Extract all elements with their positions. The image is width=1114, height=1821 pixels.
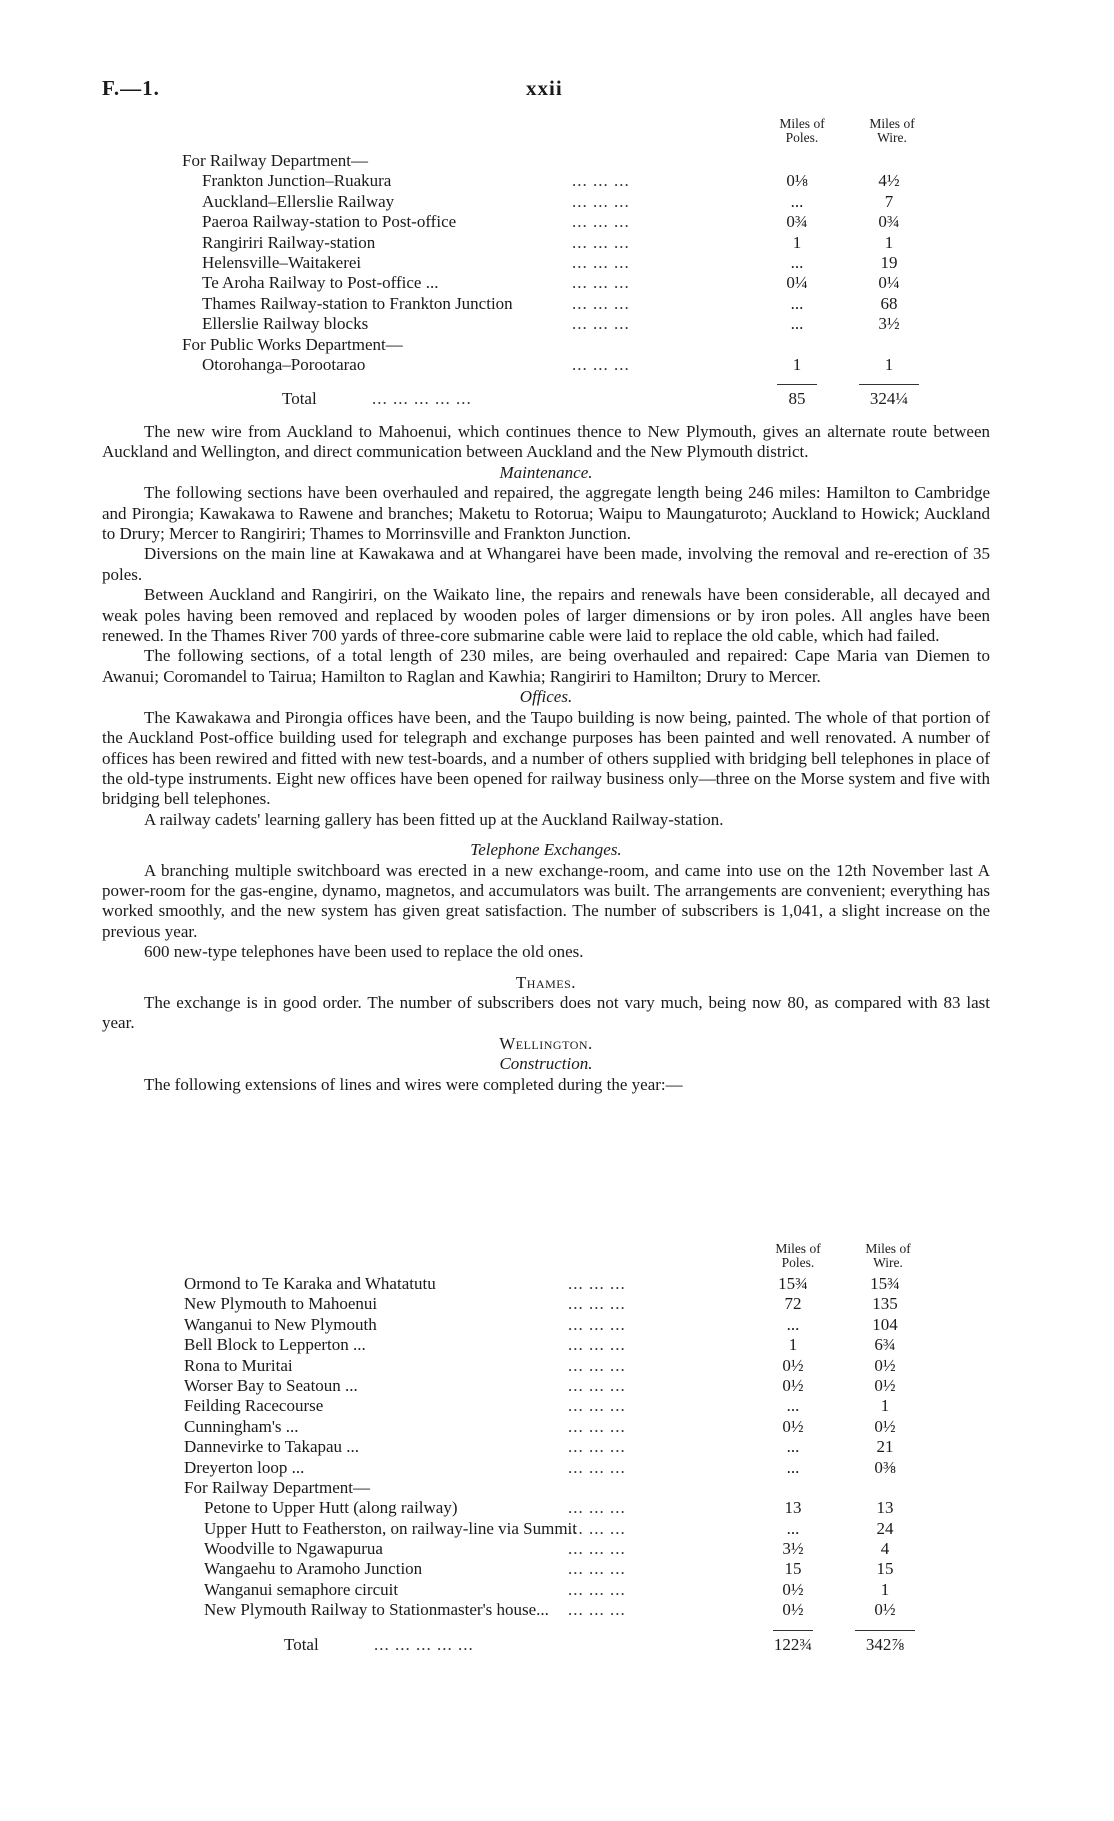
table-row (184, 1417, 994, 1437)
leader-dots: ... ... ... (568, 1314, 626, 1334)
maintenance-paragraph-1: The following sections have been overhauled and repaired, the aggregate length being 246 miles: Hamilton to Cambridge and Pirongia; Kawakawa to Rawene and branches; Maketu to Rotorua; Waipu to Maungaturoto; Auckland to Howick; Auckland to Drury; Mercer to Rangiriri; Thames to Morrinsville and Frankton Junction. (102, 483, 990, 544)
table-column-headers (184, 1242, 994, 1274)
col-wire-line1: Miles of (865, 1241, 911, 1256)
poles-total-rule (773, 1630, 813, 1631)
table-row (184, 1356, 994, 1376)
leader-dots: ... ... ... (572, 232, 630, 252)
maintenance-paragraph-3: Between Auckland and Rangiriri, on the Waikato line, the repairs and renewals have been considerable, all decayed and weak poles having been removed and replaced by wooden poles of larger dimensions or by iron poles. All angles have been renewed. In the Thames River 700 yards of three-core submarine cable were laid to replace the old cable, which had failed. (102, 585, 990, 646)
table-row (182, 294, 992, 314)
wire-value: 1 (880, 1396, 890, 1416)
poles-value: 15¾ (778, 1274, 808, 1293)
telephone-paragraph-2: 600 new-type telephones have been used to replace the old ones. (144, 942, 584, 962)
poles-value: 0¾ (786, 212, 808, 232)
offices-paragraph-1: The Kawakawa and Pirongia offices have been, and the Taupo building is now being, painted. The whole of that portion of the Auckland Post-office building used for telegraph and exchange purposes has been painted and well renovated. A number of offices has been rewired and fitted with new test-boards, and a number of others supplied with bridging bell telephones in place of the old-type instruments. Eight new offices have been opened for railway business only—three on the Morse system and five with bridging bell telephones. (102, 707, 990, 809)
poles-total: 122¾ (773, 1634, 813, 1654)
wire-value: 0¼ (878, 273, 900, 293)
poles-value: ... (790, 314, 804, 334)
maintenance-paragraph-2: Diversions on the main line at Kawakawa and at Whangarei have been made, involving the removal and re-erection of 35 poles. (102, 544, 990, 584)
row-label: Frankton Junction–Ruakura (202, 171, 392, 191)
col-poles-line1: Miles of (779, 116, 825, 131)
wire-value: 0½ (874, 1600, 896, 1620)
wire-value: 0½ (874, 1355, 896, 1375)
wire-value: 0½ (874, 1416, 896, 1436)
total-rule-row (182, 375, 992, 389)
leader-dots: ... ... ... ... ... (374, 1634, 474, 1654)
table-row (184, 1376, 994, 1396)
leader-dots: ... ... ... ... ... (372, 389, 472, 409)
row-label: Paeroa Railway-station to Post-office (202, 212, 457, 232)
table-row (182, 171, 992, 191)
total-label: Total (282, 389, 317, 409)
row-label: Bell Block to Lepperton ... (184, 1335, 366, 1355)
wire-value: 4 (880, 1539, 890, 1559)
leader-dots: ... ... ... (572, 252, 630, 272)
poles-value: 3½ (782, 1539, 804, 1559)
poles-value: 0⅛ (786, 171, 808, 191)
poles-value: ... (786, 1396, 800, 1416)
wire-value: 3½ (878, 314, 900, 334)
poles-value: 0½ (782, 1579, 804, 1599)
table-row (182, 233, 992, 253)
wire-value: 104 (872, 1314, 898, 1334)
row-label: Woodville to Ngawapurua (204, 1539, 383, 1559)
wire-value: 135 (872, 1294, 898, 1314)
report-body (102, 422, 990, 1095)
row-label: New Plymouth Railway to Stationmaster's house... (204, 1600, 549, 1620)
col-wire-line2: Wire. (873, 1255, 903, 1270)
poles-value: ... (786, 1437, 800, 1457)
thames-heading: Thames. (515, 972, 577, 992)
row-label: Wanganui to New Plymouth (184, 1314, 377, 1334)
poles-value: 13 (784, 1498, 802, 1518)
table-row (184, 1294, 994, 1314)
leader-dots: ... ... ... (568, 1416, 626, 1436)
wellington-paragraph: The following extensions of lines and wires were completed during the year:— (144, 1074, 683, 1094)
poles-value: 1 (788, 1335, 798, 1355)
wire-value: 13 (876, 1498, 894, 1518)
row-label: Dannevirke to Takapau ... (184, 1437, 360, 1457)
leader-dots: ... ... ... (572, 354, 630, 374)
wire-value: 15¾ (870, 1274, 900, 1293)
wire-value: 4½ (878, 171, 900, 191)
leader-dots: ... ... ... (572, 171, 630, 191)
wire-total: 324¼ (869, 389, 909, 409)
table-rows (182, 151, 992, 410)
poles-value: 0½ (782, 1375, 804, 1395)
leader-dots: ... ... ... (568, 1498, 626, 1518)
row-label: Wanganui semaphore circuit (204, 1579, 399, 1599)
row-label: Dreyerton loop ... (184, 1457, 305, 1477)
leader-dots: ... ... ... (568, 1539, 626, 1559)
maintenance-heading: Maintenance. (499, 462, 593, 482)
row-label: Auckland–Ellerslie Railway (202, 191, 395, 211)
row-label: Ormond to Te Karaka and Whatatutu (184, 1274, 436, 1293)
wire-total-rule (855, 1630, 915, 1631)
poles-total-rule (777, 384, 817, 385)
table-row (184, 1315, 994, 1335)
row-label: Thames Railway-station to Frankton Junction (202, 293, 513, 313)
maintenance-paragraph-4: The following sections, of a total length of 230 miles, are being overhauled and repaired: Cape Maria van Diemen to Awanui; Coromandel to Tairua; Hamilton to Raglan and Kawhia; Rangiriri to Hamilton; Drury to Mercer. (102, 646, 990, 686)
table-row (182, 335, 992, 355)
poles-value: ... (790, 191, 804, 211)
leader-dots: ... ... ... (572, 293, 630, 313)
leader-dots: ... ... ... (568, 1294, 626, 1314)
wire-value: 1 (884, 354, 894, 374)
poles-value: ... (790, 252, 804, 272)
poles-value: 1 (792, 354, 802, 374)
row-label: Otorohanga–Porootarao (202, 354, 366, 374)
offices-heading: Offices. (519, 687, 573, 707)
row-label: Upper Hutt to Featherston, on railway-line via Summit (204, 1518, 577, 1538)
auckland-extensions-table (182, 117, 992, 410)
col-poles-line2: Poles. (781, 1255, 815, 1270)
row-label: Helensville–Waitakerei (202, 252, 362, 272)
telephone-paragraph-1: A branching multiple switchboard was erected in a new exchange-room, and came into use on the 12th November last A power-room for the gas-engine, dynamo, magnetos, and accumulators was built. The arrangements are convenient; everything has worked smoothly, and the new system has given great satisfaction. The number of subscribers is 1,041, a slight increase on the previous year. (102, 860, 990, 941)
wire-value: 0½ (874, 1375, 896, 1395)
leader-dots: ... ... ... (568, 1559, 626, 1579)
table-row (184, 1519, 994, 1539)
leader-dots: ... ... ... (568, 1375, 626, 1395)
poles-value: ... (786, 1518, 800, 1538)
wire-value: 68 (880, 293, 898, 313)
wire-value: 0¾ (878, 212, 900, 232)
leader-dots: ... ... ... (568, 1355, 626, 1375)
table-row (182, 273, 992, 293)
leader-dots: ... ... ... (568, 1518, 626, 1538)
total-label: Total (284, 1634, 319, 1654)
leader-dots: ... ... ... (568, 1457, 626, 1477)
wire-total-rule (859, 384, 919, 385)
table-row (182, 355, 992, 375)
page-number: xxii (526, 76, 563, 100)
wellington-heading: Wellington. (499, 1033, 593, 1053)
row-label: Rona to Muritai (184, 1355, 293, 1375)
poles-value: 0½ (782, 1355, 804, 1375)
table-row (184, 1580, 994, 1600)
leader-dots: ... ... ... (572, 273, 630, 293)
wellington-extensions-table (184, 1242, 994, 1655)
wire-value: 7 (884, 191, 894, 211)
poles-value: 0½ (782, 1600, 804, 1620)
col-wire-line2: Wire. (877, 130, 907, 145)
table-rows (184, 1274, 994, 1655)
row-label: Rangiriri Railway-station (202, 232, 376, 252)
row-label: Wangaehu to Aramoho Junction (204, 1559, 423, 1579)
wire-value: 6¾ (874, 1335, 896, 1355)
table-row (184, 1335, 994, 1355)
table-row (182, 151, 992, 171)
row-label: Feilding Racecourse (184, 1396, 324, 1416)
wire-value: 15 (876, 1559, 894, 1579)
row-label: Cunningham's ... (184, 1416, 299, 1436)
col-poles-line1: Miles of (775, 1241, 821, 1256)
col-poles-line2: Poles. (785, 130, 819, 145)
table-row (184, 1437, 994, 1457)
leader-dots: ... ... ... (572, 212, 630, 232)
table-row (184, 1396, 994, 1416)
leader-dots: ... ... ... (568, 1335, 626, 1355)
row-label: For Railway Department— (184, 1477, 371, 1497)
table-row (184, 1458, 994, 1478)
table-row (182, 253, 992, 273)
wire-value: 21 (876, 1437, 894, 1457)
poles-value: 72 (784, 1294, 802, 1314)
table-row (184, 1539, 994, 1559)
poles-value: ... (786, 1314, 800, 1334)
table-row (182, 192, 992, 212)
poles-value: ... (790, 293, 804, 313)
table-row (184, 1274, 994, 1294)
thames-paragraph: The exchange is in good order. The number of subscribers does not vary much, being now 80, as compared with 83 last year. (102, 992, 990, 1033)
leader-dots: ... ... ... (572, 191, 630, 211)
row-label: For Public Works Department— (182, 334, 403, 354)
wire-value: 0⅜ (874, 1457, 896, 1477)
total-row (184, 1635, 994, 1655)
wire-value: 24 (876, 1518, 894, 1538)
row-label: Ellerslie Railway blocks (202, 314, 369, 334)
leader-dots: ... ... ... (568, 1396, 626, 1416)
poles-total: 85 (788, 389, 806, 409)
poles-value: ... (786, 1457, 800, 1477)
wire-total: 342⅞ (865, 1634, 905, 1654)
leader-dots: ... ... ... (568, 1437, 626, 1457)
intro-paragraph: The new wire from Auckland to Mahoenui, which continues thence to New Plymouth, gives an alternate route between Auckland and Wellington, and direct communication between Auckland and the New Plymouth district. (102, 422, 990, 462)
poles-value: 15 (784, 1559, 802, 1579)
table-column-headers (182, 117, 992, 151)
table-row (184, 1498, 994, 1518)
document-code: F.—1. (102, 76, 160, 100)
row-label: Te Aroha Railway to Post-office ... (202, 273, 439, 293)
table-row (184, 1478, 994, 1498)
row-label: For Railway Department— (182, 151, 369, 170)
table-row (184, 1600, 994, 1620)
poles-value: 1 (792, 232, 802, 252)
poles-value: 0¼ (786, 273, 808, 293)
total-rule-row (184, 1621, 994, 1635)
col-wire-line1: Miles of (869, 116, 915, 131)
row-label: Worser Bay to Seatoun ... (184, 1375, 358, 1395)
leader-dots: ... ... ... (568, 1274, 626, 1293)
total-row (182, 389, 992, 409)
table-row (182, 212, 992, 232)
leader-dots: ... ... ... (568, 1579, 626, 1599)
telephone-heading: Telephone Exchanges. (470, 840, 622, 860)
row-label: New Plymouth to Mahoenui (184, 1294, 378, 1314)
construction-heading: Construction. (499, 1054, 593, 1074)
wire-value: 1 (884, 232, 894, 252)
offices-paragraph-2: A railway cadets' learning gallery has been fitted up at the Auckland Railway-station. (144, 809, 724, 829)
poles-value: 0½ (782, 1416, 804, 1436)
table-row (184, 1559, 994, 1579)
row-label: Petone to Upper Hutt (along railway) (204, 1498, 458, 1518)
table-row (182, 314, 992, 334)
wire-value: 1 (880, 1579, 890, 1599)
leader-dots: ... ... ... (568, 1600, 626, 1620)
wire-value: 19 (880, 252, 898, 272)
page-header (0, 76, 1114, 106)
leader-dots: ... ... ... (572, 314, 630, 334)
